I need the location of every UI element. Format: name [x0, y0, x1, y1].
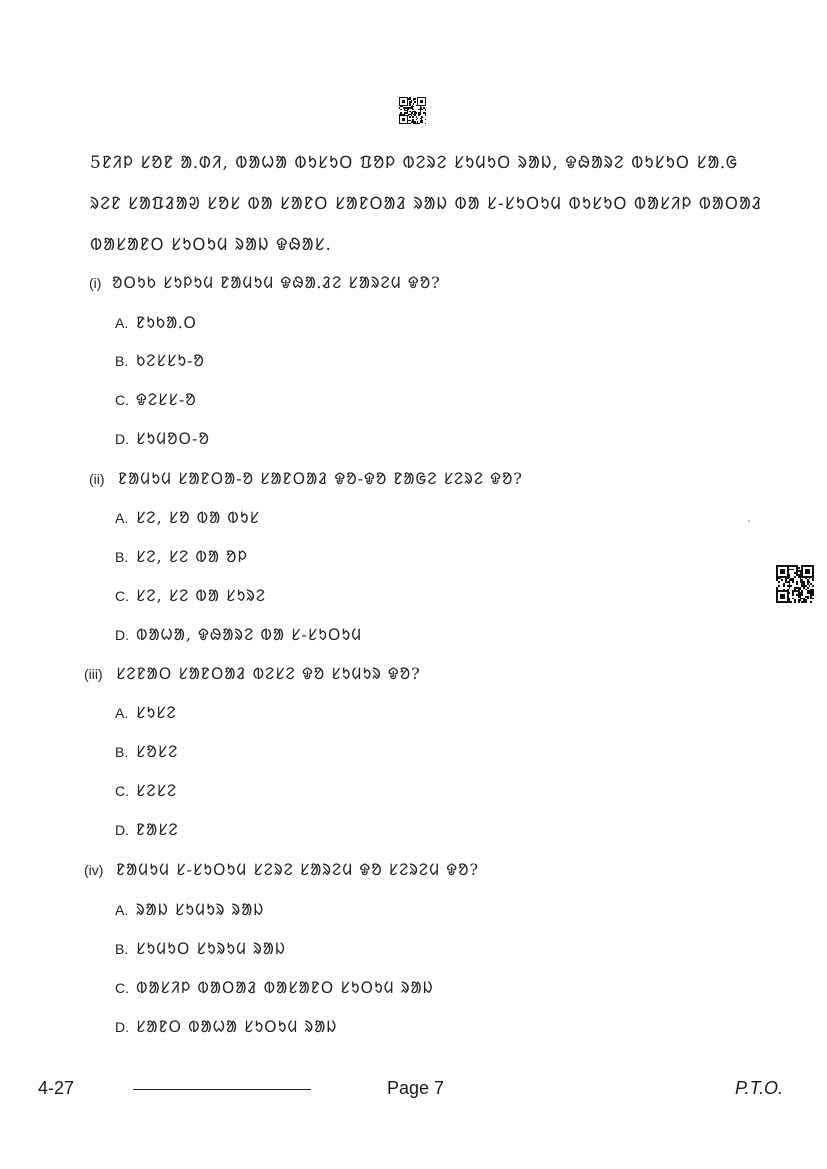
option-text: ᱵᱟᱥᱤᱞ ᱵᱟᱛᱟᱲ ᱵᱟᱥᱟᱱᱛ ᱥᱩᱛᱩᱢ ᱨᱟᱡ: [136, 978, 434, 997]
option-text: ᱵᱟᱦᱟ, ᱫᱷᱟᱨᱮ ᱵᱟ ᱥ-ᱥᱩᱛᱩᱢ: [136, 625, 363, 644]
passage-line: ᱨᱮᱱ ᱥᱟᱯᱲᱟᱣ ᱥᱚᱥ ᱵᱟ ᱥᱟᱱᱛ ᱥᱟᱱᱛᱟᱲ ᱨᱟᱡ ᱵᱟ ᱥ-ᱥᱩᱛᱩᱢ ᱵᱩᱥᱩᱛ ᱵᱟᱥᱤᱞ ᱵᱟᱛᱟᱲ: [90, 194, 763, 214]
option-letter: B.: [115, 744, 129, 760]
option-text: ᱥᱮ, ᱥᱮ ᱵᱟ ᱥᱩᱨᱮ: [136, 586, 267, 605]
option-text: ᱫᱮᱥᱥ-ᱚ: [136, 390, 197, 409]
option-letter: D.: [115, 627, 129, 643]
question-text: ᱚᱛᱩᱠ ᱥᱩᱞᱩᱢ ᱱᱟᱢᱩᱢ ᱫᱷᱟᱹᱲᱮ ᱥᱟᱨᱮᱢ ᱫᱚ?: [112, 273, 441, 292]
paper-code: 4-27: [38, 1078, 75, 1098]
qr-code: [776, 565, 814, 603]
option-text: ᱥᱩᱥᱮ: [136, 703, 177, 722]
option-letter: B.: [115, 549, 129, 565]
option-letter: D.: [115, 1019, 129, 1035]
option-letter: A.: [115, 510, 129, 526]
question-text: ᱱᱟᱢᱩᱢ ᱥᱟᱱᱛᱟ-ᱚ ᱥᱟᱱᱛᱟᱲ ᱫᱚ-ᱫᱚ ᱱᱟᱜᱮ ᱥᱮᱨᱮ ᱫᱚ?: [118, 469, 523, 488]
question-number: (ii): [89, 471, 105, 487]
option-letter: C.: [115, 588, 129, 604]
option-text: ᱥᱮᱥᱮ: [136, 781, 178, 800]
option-letter: A.: [115, 902, 129, 918]
question-text: ᱥᱮᱱᱟᱛ ᱥᱟᱱᱛᱟᱲ ᱵᱮᱥᱮ ᱫᱚ ᱥᱩᱢᱩᱨ ᱫᱚ?: [116, 664, 421, 683]
passage-line: 5ᱱᱤᱞ ᱥᱚᱱ ᱟᱹᱰᱤ, ᱵᱟᱦᱟ ᱵᱩᱥᱩᱛ ᱯᱚᱞ ᱵᱮᱨᱮ ᱥᱩᱢᱩᱛ ᱨᱟᱡ, ᱫᱷᱟᱨᱮ ᱵᱩᱥᱩᱛ ᱥᱟᱹᱜ: [90, 153, 739, 173]
question-text: ᱱᱟᱢᱩᱢ ᱥ-ᱥᱩᱛᱩᱢ ᱥᱮᱨᱮ ᱥᱟᱨᱮᱢ ᱫᱚ ᱥᱮᱨᱮᱢ ᱫᱚ?: [116, 860, 480, 879]
scan-speck: [748, 520, 750, 522]
option-letter: D.: [115, 431, 129, 447]
footer-rule: [133, 1089, 311, 1090]
option-text: ᱥᱮ, ᱥᱚ ᱵᱟ ᱵᱩᱥ: [136, 508, 260, 527]
option-text: ᱥᱩᱢᱚᱛ-ᱚ: [136, 429, 210, 448]
option-letter: B.: [115, 941, 129, 957]
option-text: ᱥᱩᱢᱩᱛ ᱥᱩᱨᱩᱢ ᱨᱟᱡ: [136, 939, 286, 958]
option-letter: A.: [115, 705, 129, 721]
option-letter: B.: [115, 353, 129, 369]
option-letter: D.: [115, 822, 129, 838]
option-text: ᱨᱟᱡ ᱥᱩᱢᱩᱨ ᱨᱟᱡ: [136, 900, 265, 919]
option-letter: C.: [115, 980, 129, 996]
question-number: (iv): [84, 862, 104, 878]
option-text: ᱥᱮ, ᱥᱮ ᱵᱟ ᱚᱞ: [136, 547, 248, 566]
question-number: (iii): [84, 666, 103, 682]
passage-line: ᱵᱟᱥᱟᱱᱛ ᱥᱩᱛᱩᱢ ᱨᱟᱡ ᱫᱷᱟᱥ.: [90, 235, 332, 255]
qr-code: [399, 97, 426, 124]
option-letter: A.: [115, 315, 129, 331]
page-number: Page 7: [387, 1078, 445, 1098]
option-text: ᱥᱟᱱᱛ ᱵᱟᱦᱟ ᱥᱩᱛᱩᱢ ᱨᱟᱡ: [136, 1017, 338, 1036]
question-number: (i): [89, 275, 102, 291]
pto-note: P.T.O.: [735, 1078, 784, 1098]
option-text: ᱱᱟᱥᱮ: [136, 820, 179, 839]
option-text: ᱱᱩᱠᱟᱹᱛ: [136, 313, 197, 332]
option-text: ᱠᱮᱥᱥᱩ-ᱚ: [136, 351, 205, 370]
option-letter: C.: [115, 392, 129, 408]
option-text: ᱥᱚᱥᱮ: [136, 742, 179, 761]
option-letter: C.: [115, 783, 129, 799]
